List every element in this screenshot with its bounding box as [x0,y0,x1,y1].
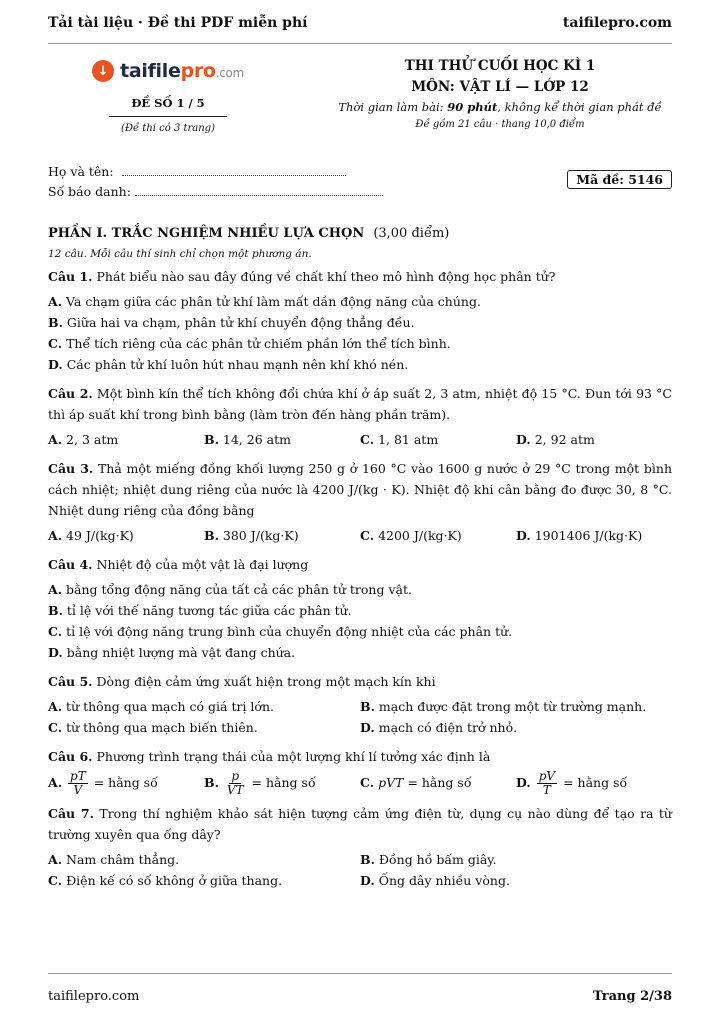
exam-subject: MÔN: VẬT LÍ — LỚP 12 [411,79,589,95]
top-left-text: Tải tài liệu · Đề thi PDF miễn phí [48,15,308,31]
question-3: Câu 3. Thả một miếng đồng khối lượng 250 g ở 160 °C vào 1600 g nước ở 29 °C trong một bình cách nhiệt; nhiệt dung riêng của nước là 4200 J/(kg · K). Nhiệt độ khi cân bằng đo được 30, 8 °C. Nhiệt dung riêng của đồng bằng [48,461,672,518]
option-7d[interactable]: D. Ống dây nhiều vòng. [360,873,510,888]
question-4: Câu 4. Nhiệt độ của một vật là đại lượng [48,557,309,572]
top-divider [48,43,672,44]
option-5c[interactable]: C. từ thông qua mạch biến thiên. [48,720,258,735]
option-1d[interactable]: D. Các phân tử khí luôn hút nhau mạnh nên khí khó nén. [48,357,409,372]
question-5: Câu 5. Dòng điện cảm ứng xuất hiện trong một mạch kín khi [48,674,436,689]
page-count-note: (Đề thi có 3 trang) [121,123,215,134]
option-1a[interactable]: A. Va chạm giữa các phân tử khí làm mất dần động năng của chúng. [48,294,481,309]
student-info [48,162,383,202]
option-7c[interactable]: C. Điện kế có số không ở giữa thang. [48,873,283,888]
exam-number: ĐỀ SỐ 1 / 5 [131,96,205,110]
logo [78,58,258,84]
header-left [78,58,258,134]
options-5-row2 [48,717,672,738]
id-field[interactable] [135,183,383,196]
exam-number-underline [109,116,227,117]
id-label: Số báo danh: [48,184,131,199]
question-6: Câu 6. Phương trình trạng thái của một lượng khí lí tưởng xác định là [48,749,491,764]
exam-title: THI THỬ CUỐI HỌC KÌ 1 [404,58,596,74]
option-3d[interactable]: D. 1901406 J/(kg·K) [516,528,643,543]
option-2d[interactable]: D. 2, 92 atm [516,432,595,447]
options-7-row1 [48,849,672,870]
option-5b[interactable]: B. mạch được đặt trong một từ trường mạnh. [360,699,647,714]
option-2a[interactable]: A. 2, 3 atm [48,432,119,447]
page-number: Trang 2/38 [593,988,672,1004]
footer [48,986,672,1006]
option-4b[interactable]: B. tỉ lệ với thế năng tương tác giữa các phân tử. [48,603,352,618]
footer-site-link[interactable]: taifilepro.com [48,988,140,1004]
exam-info: Đề gồm 21 câu · thang 10,0 điểm [415,119,585,130]
exam-code-box: Mã đề: 5146 [567,170,672,189]
options-2 [48,429,672,450]
option-1c[interactable]: C. Thể tích riêng của các phân tử chiếm phần lớn thể tích bình. [48,336,451,351]
top-right-link[interactable]: taifilepro.com [562,15,672,31]
option-6c[interactable]: C. pVT = hằng số [360,775,472,790]
option-6d[interactable]: D. $\frac{pV}{T}$ = hằng số [516,769,628,797]
option-4c[interactable]: C. tỉ lệ với động năng trung bình của chuyển động nhiệt của các phân tử. [48,624,513,639]
section-note: 12 câu. Mỗi câu thí sinh chỉ chọn một phương án. [48,248,312,260]
options-6 [48,767,672,799]
name-label: Họ và tên: [48,164,114,179]
top-bar [48,12,672,34]
bottom-divider [48,973,672,974]
option-7a[interactable]: A. Nam châm thẳng. [48,852,180,867]
options-7-row2 [48,870,672,891]
option-6a[interactable]: A. $\frac{pT}{V}$ = hằng số [48,769,158,797]
option-6b[interactable]: B. $\frac{p}{VT}$ = hằng số [204,769,316,797]
question-1: Câu 1. Phát biểu nào sau đây đúng về chất khí theo mô hình động học phân tử? [48,269,556,284]
logo-text: taifilepro.com [120,60,244,82]
option-7b[interactable]: B. Đồng hồ bấm giây. [360,852,497,867]
download-arrow-icon: ↓ [92,60,114,82]
option-3c[interactable]: C. 4200 J/(kg·K) [360,528,462,543]
option-3a[interactable]: A. 49 J/(kg·K) [48,528,134,543]
question-2: Câu 2. Một bình kín thể tích không đổi chứa khí ở áp suất 2, 3 atm, nhiệt độ 15 °C. Đun tới 93 °C thì áp suất khí trong bình bằng (làm tròn đến hàng phần trăm). [48,386,672,422]
option-2c[interactable]: C. 1, 81 atm [360,432,439,447]
id-row [48,182,383,202]
option-5a[interactable]: A. từ thông qua mạch có giá trị lớn. [48,699,274,714]
header-right [330,58,670,130]
option-1b[interactable]: B. Giữa hai va chạm, phân tử khí chuyển động thẳng đều. [48,315,415,330]
option-3b[interactable]: B. 380 J/(kg·K) [204,528,299,543]
question-7: Câu 7. Trong thí nghiệm khảo sát hiện tượng cảm ứng điện từ, dụng cụ nào dùng để tạo ra từ trường xuyên qua ống dây? [48,806,672,842]
exam-content [48,226,672,891]
name-field[interactable] [122,163,346,176]
exam-time: Thời gian làm bài: 90 phút, không kể thời gian phát đề [338,100,662,114]
option-2b[interactable]: B. 14, 26 atm [204,432,291,447]
section-title: PHẦN I. TRẮC NGHIỆM NHIỀU LỰA CHỌN (3,00 điểm) [48,226,450,241]
options-3 [48,525,672,546]
option-4a[interactable]: A. bằng tổng động năng của tất cả các phân tử trong vật. [48,582,412,597]
name-row [48,162,383,182]
option-4d[interactable]: D. bằng nhiệt lượng mà vật đang chứa. [48,645,296,660]
option-5d[interactable]: D. mạch có điện trở nhỏ. [360,720,518,735]
options-5-row1 [48,696,672,717]
